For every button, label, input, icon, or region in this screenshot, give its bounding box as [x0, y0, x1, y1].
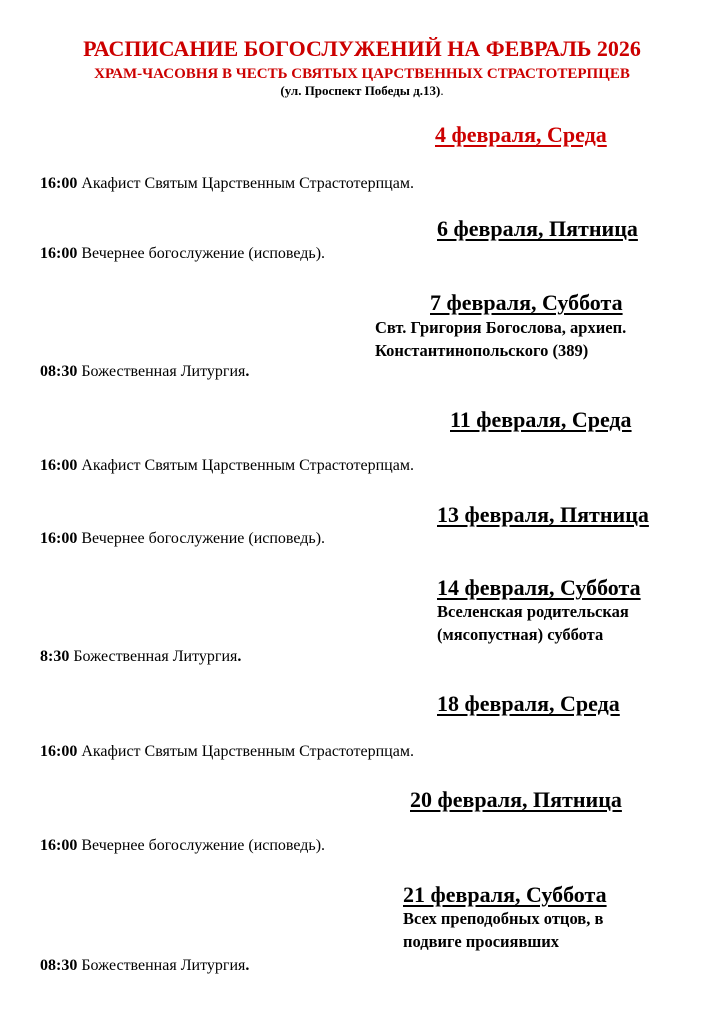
date-heading: 7 февраля, Суббота [430, 290, 623, 315]
service-period: . [245, 957, 250, 974]
service-entry [40, 362, 249, 382]
service-description: Вечернее богослужение (исповедь). [77, 530, 326, 547]
address-text: (ул. Проспект Победы д.13) [280, 83, 441, 98]
date-heading: 14 февраля, Суббота [437, 575, 641, 600]
feast-note: Константинопольского (389) [375, 341, 589, 360]
date-heading: 20 февраля, Пятница [410, 787, 622, 812]
service-description: Акафист Святым Царственным Страстотерпцам. [77, 457, 414, 474]
address-period: . [440, 83, 444, 98]
service-time: 08:30 [40, 363, 78, 380]
date-heading: 6 февраля, Пятница [437, 216, 638, 241]
service-description: Божественная Литургия [77, 363, 246, 380]
service-description: Божественная Литургия [69, 648, 238, 665]
date-heading: 11 февраля, Среда [450, 407, 632, 432]
feast-note: Свт. Григория Богослова, архиеп. [375, 318, 627, 337]
service-time: 16:00 [40, 530, 78, 547]
date-heading: 18 февраля, Среда [437, 691, 620, 716]
service-entry [40, 529, 325, 549]
service-period: . [237, 648, 242, 665]
church-address [0, 83, 724, 99]
service-time: 8:30 [40, 648, 70, 665]
service-description: Вечернее богослужение (исповедь). [77, 245, 326, 262]
feast-note: подвиге просиявших [403, 932, 560, 951]
service-description: Акафист Святым Царственным Страстотерпцам. [77, 175, 414, 192]
service-entry [40, 456, 414, 476]
service-time: 08:30 [40, 957, 78, 974]
service-entry [40, 174, 414, 194]
service-time: 16:00 [40, 175, 78, 192]
service-description: Вечернее богослужение (исповедь). [77, 837, 326, 854]
service-entry [40, 647, 241, 667]
service-time: 16:00 [40, 837, 78, 854]
feast-note: Всех преподобных отцов, в [403, 909, 604, 928]
date-heading: 4 февраля, Среда [435, 122, 607, 147]
feast-note: Вселенская родительская [437, 602, 629, 621]
service-time: 16:00 [40, 457, 78, 474]
page-title: РАСПИСАНИЕ БОГОСЛУЖЕНИЙ НА ФЕВРАЛЬ 2026 [83, 36, 641, 61]
church-name: ХРАМ-ЧАСОВНЯ В ЧЕСТЬ СВЯТЫХ ЦАРСТВЕННЫХ СТРАСТОТЕРПЦЕВ [94, 66, 630, 82]
service-entry [40, 956, 249, 976]
service-description: Акафист Святым Царственным Страстотерпцам. [77, 743, 414, 760]
date-heading: 13 февраля, Пятница [437, 502, 649, 527]
service-entry [40, 244, 325, 264]
service-entry [40, 742, 414, 762]
service-time: 16:00 [40, 245, 78, 262]
feast-note: (мясопустная) суббота [437, 625, 604, 644]
service-period: . [245, 363, 250, 380]
service-description: Божественная Литургия [77, 957, 246, 974]
service-entry [40, 836, 325, 856]
date-heading: 21 февраля, Суббота [403, 882, 607, 907]
service-time: 16:00 [40, 743, 78, 760]
